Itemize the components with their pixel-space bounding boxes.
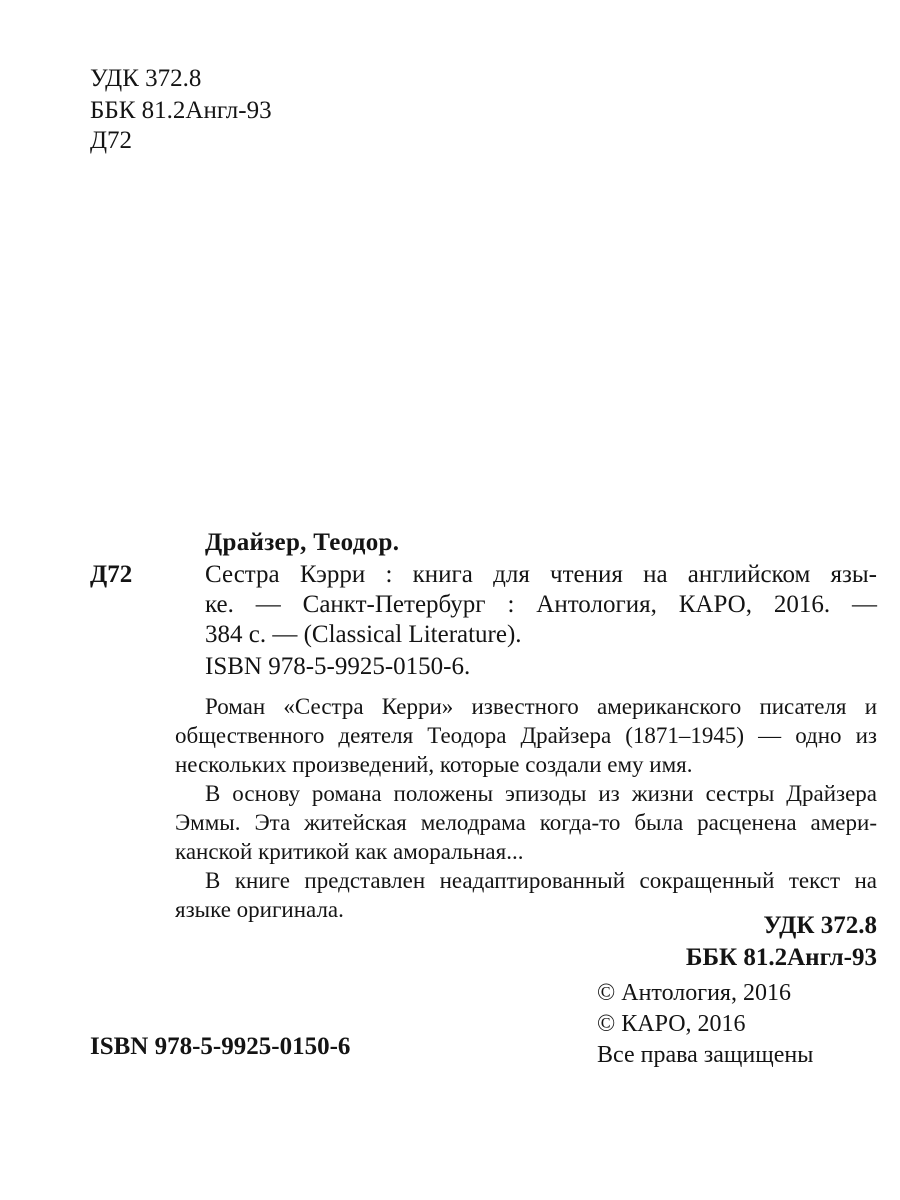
annotation-paragraph-2 xyxy=(175,779,877,866)
classification-bottom xyxy=(686,910,877,974)
copyright-block xyxy=(597,978,813,1071)
udk-code-top: УДК 372.8 xyxy=(90,65,202,92)
annotation-line: Эммы. Эта житейская мелодрама когда-то была расценена амери- xyxy=(175,810,877,835)
author-heading: Драйзер, Теодор. xyxy=(205,529,400,556)
annotation-line: В книге представлен неадаптированный сокращенный текст на xyxy=(205,868,877,893)
bbk-code-bottom: ББК 81.2Англ-93 xyxy=(685,944,877,971)
isbn-bottom: ISBN 978-5-9925-0150-6 xyxy=(90,1033,351,1060)
copyright-line-publisher: © Антология, 2016 xyxy=(597,980,791,1006)
bibliographic-description xyxy=(205,560,877,650)
copyright-line-karo: © КАРО, 2016 xyxy=(597,1011,746,1037)
description-line: ке. — Санкт-Петербург : Антология, КАРО, 2016. — xyxy=(205,591,877,618)
annotation-line: общественного деятеля Теодора Драйзера (1871–1945) — одно из xyxy=(175,723,877,748)
annotation-line: канской критикой как аморальная... xyxy=(175,839,524,864)
author-mark-top: Д72 xyxy=(90,127,133,154)
isbn-record: ISBN 978-5-9925-0150-6. xyxy=(205,653,471,680)
annotation-line: языке оригинала. xyxy=(175,897,344,922)
annotation-line: В основу романа положены эпизоды из жизни сестры Драйзера xyxy=(205,781,877,806)
description-line: Сестра Кэрри : книга для чтения на английском язы- xyxy=(205,561,877,588)
annotation-line: нескольких произведений, которые создали ему имя. xyxy=(175,752,693,777)
annotation-paragraph-1 xyxy=(175,692,877,779)
udk-code-bottom: УДК 372.8 xyxy=(763,912,877,939)
author-mark-record: Д72 xyxy=(90,561,133,588)
bbk-code-top: ББК 81.2Англ-93 xyxy=(90,97,272,124)
description-line: 384 с. — (Classical Literature). xyxy=(205,621,522,648)
rights-reserved: Все права защищены xyxy=(597,1042,814,1068)
annotation-line: Роман «Сестра Керри» известного американского писателя и xyxy=(205,694,877,719)
